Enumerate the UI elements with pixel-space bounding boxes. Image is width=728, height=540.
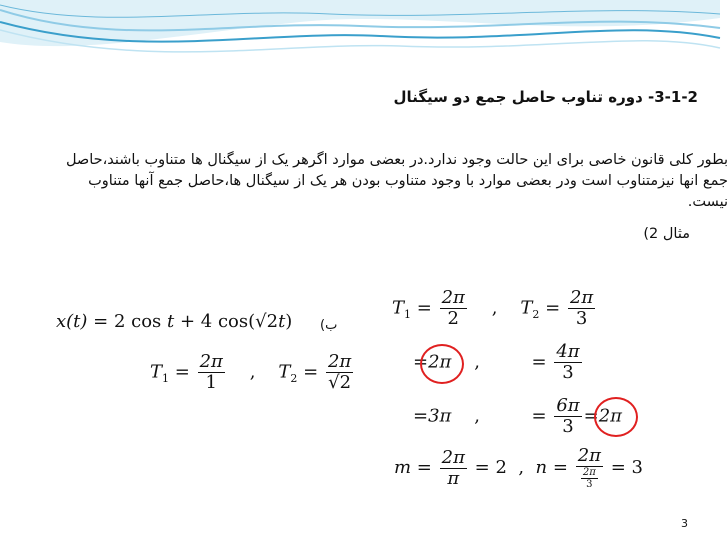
ratio-a: m = $\frac{2\pi}{\pi}$ = 2 , n = $\frac{2\pi}{\frac{2\pi}{3}}$ = 3	[394, 445, 643, 490]
body-paragraph	[0, 150, 728, 213]
highlight-circle-2pi-result	[594, 397, 638, 437]
header-wave-decoration	[0, 0, 720, 90]
periods-a-row1: $T_1$ = $\frac{2\pi}{2}$ , $T_2$ = $\frac{2\pi}{3}$	[392, 287, 594, 329]
paragraph-line-3: نیست.	[687, 194, 728, 210]
periods-b: $T_1$ = $\frac{2\pi}{1}$ , $T_2$ = $\frac{2\pi}{√2}$	[150, 351, 352, 393]
equation-b: x(t) = 2 cos t + 4 cos(√2t)	[56, 311, 293, 332]
section-title: 3-1-2- دوره تناوب حاصل جمع دو سیگنال	[393, 88, 698, 106]
periods-a-row3: =3π , = $\frac{6\pi}{3}$ =2π	[413, 395, 622, 437]
tag-b: ب)	[320, 318, 338, 333]
paragraph-line-2: جمع انها نیزمتناوب است ودر بعضی موارد با وجود متناوب بودن هر یک از سیگنال ها،حاصل جمع آنها متناوب	[88, 173, 728, 189]
page-number: 3	[681, 517, 688, 530]
example-label: مثال 2)	[643, 226, 690, 242]
highlight-circle-2pi	[420, 344, 464, 384]
paragraph-line-1: بطور کلی قانون خاصی برای این حالت وجود ندارد.در بعضی موارد اگرهر یک از سیگنال ها متناوب باشند،حاصل	[65, 152, 728, 168]
periods-a-row2: =2π , = $\frac{4\pi}{3}$	[413, 341, 580, 383]
